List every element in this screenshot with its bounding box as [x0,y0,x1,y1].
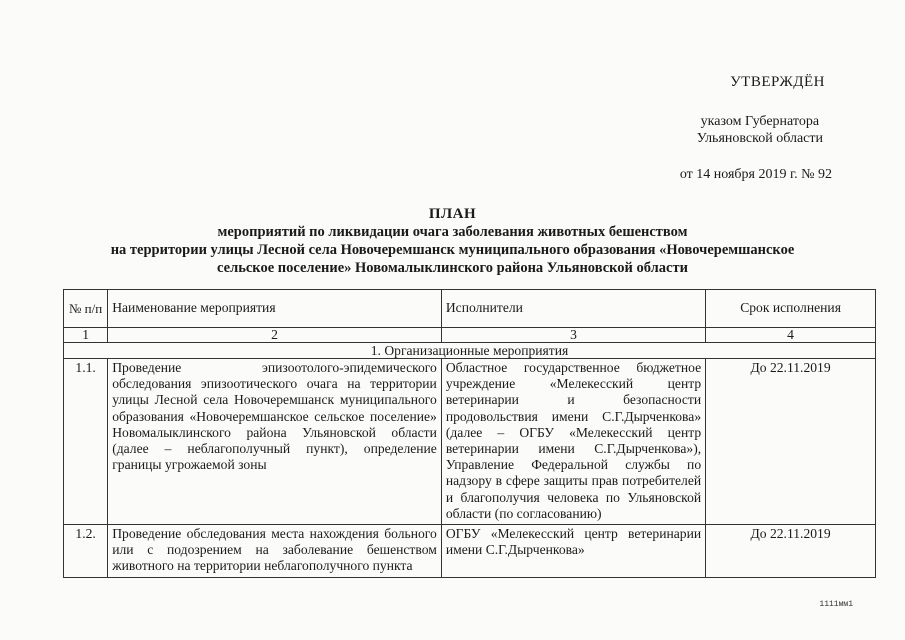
title-line-3: сельское поселение» Новомалыклинского района Ульяновской области [217,260,688,276]
row-name: Проведение обследования места нахождения больного или с подозрением на заболевание бешенством животного на территории неблагополучного пункта [108,525,442,578]
row-executors: Областное государственное бюджетное учреждение «Мелекесский центр ветеринарии и безопасности продовольствия имени С.Г.Дырченкова» (далее – ОГБУ «Мелекесский центр ветеринарии имени С.Г.Дырченкова»), Управление Федеральной службы по надзору в сфере защиты прав потребителей и благополучия человека по Ульяновской области (по согласованию) [441,359,705,525]
header-deadline: Срок исполнения [706,290,876,328]
document-title [40,205,865,277]
section-title: 1. Организационные мероприятия [64,343,876,359]
decree-date: от 14 ноября 2019 г. № 92 [679,167,832,182]
row-executors: ОГБУ «Мелекесский центр ветеринарии имени С.Г.Дырченкова» [441,525,705,578]
title-line-1: мероприятий по ликвидации очага заболевания животных бешенством [217,224,688,240]
header-executors: Исполнители [441,290,705,328]
decree-line-2: Ульяновской области [696,131,823,146]
column-index: 2 [108,328,442,343]
row-name: Проведение эпизоотолого-эпидемического обследования эпизоотического очага на территории улицы Лесной села Новочеремшанск муниципального образования «Новочеремшанское сельское поселение» Новомалыклинского района Ульяновской области (далее – неблагополучный пункт), определение границы угрожаемой зоны [108,359,442,525]
row-number: 1.2. [64,525,108,578]
title-plan: ПЛАН [428,206,477,222]
approval-stamp-title: УТВЕРЖДЁН [730,74,825,90]
approval-decree [697,113,823,147]
column-index: 1 [64,328,108,343]
title-line-2: на территории улицы Лесной села Новочеремшанск муниципального образования «Новочеремшанское [110,242,795,258]
column-index-row [64,328,876,343]
header-num: № п/п [64,290,108,328]
row-deadline: До 22.11.2019 [706,359,876,525]
table-header-row [64,290,876,328]
decree-line-1: указом Губернатора [700,114,820,129]
row-number: 1.1. [64,359,108,525]
table-row [64,525,876,578]
column-index: 4 [706,328,876,343]
row-deadline: До 22.11.2019 [706,525,876,578]
section-row [64,343,876,359]
table-row [64,359,876,525]
column-index: 3 [441,328,705,343]
plan-table [63,289,876,578]
footer-code: 1111мм1 [819,600,853,609]
header-name: Наименование мероприятия [108,290,442,328]
